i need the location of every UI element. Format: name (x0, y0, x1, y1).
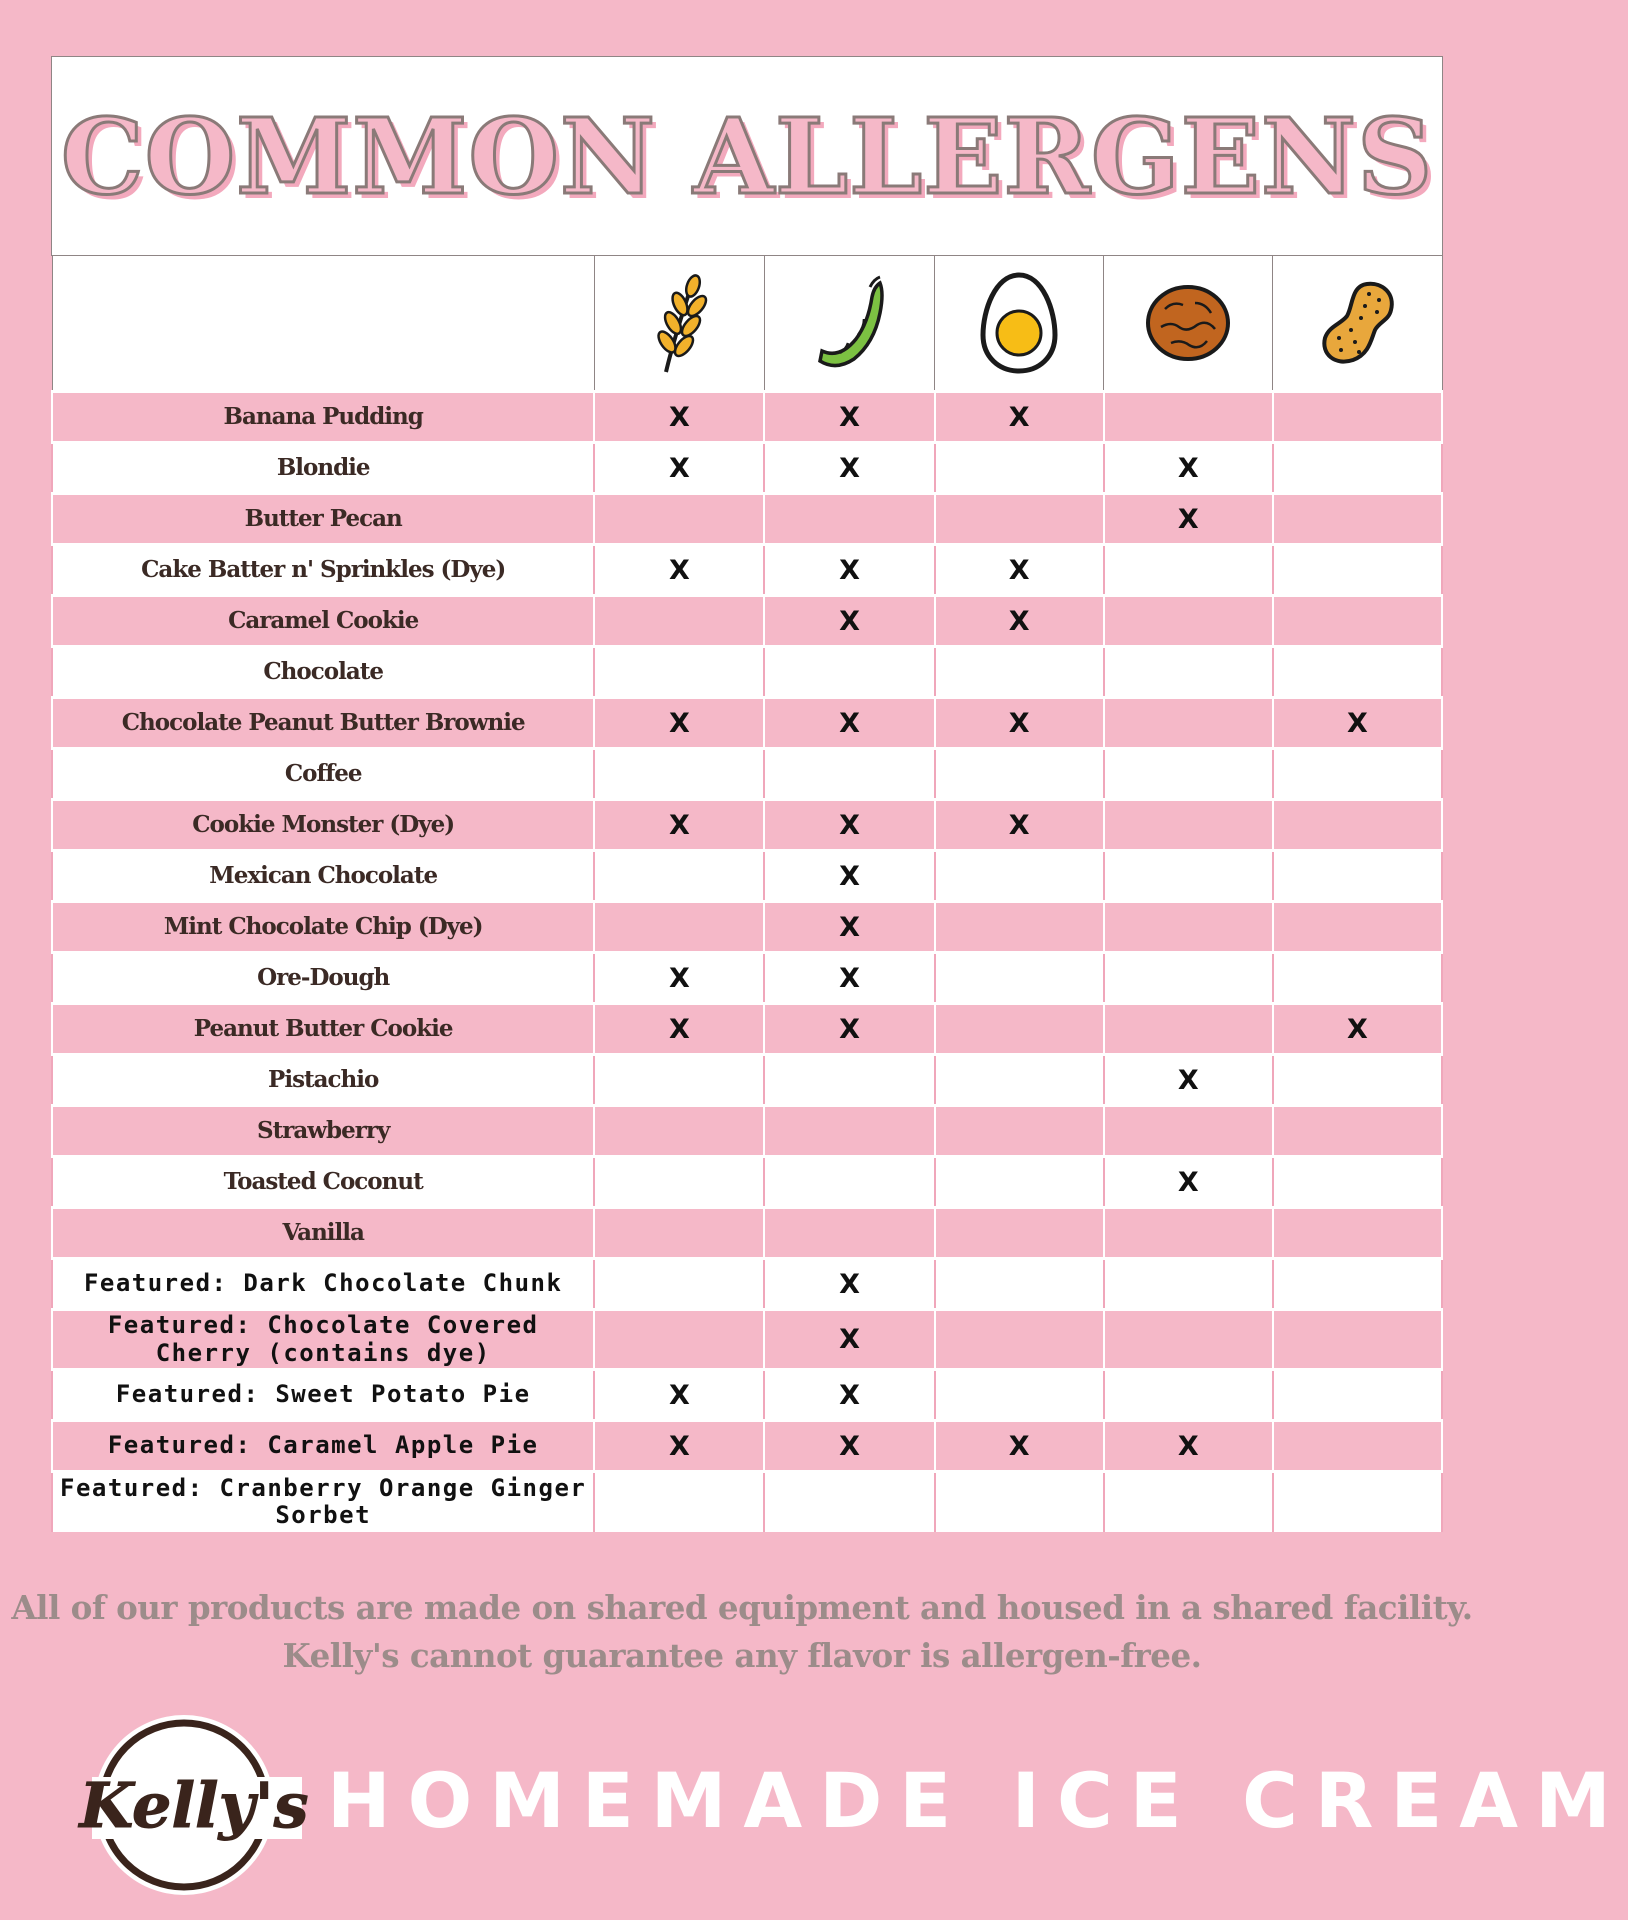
soybean-icon (810, 273, 890, 373)
egg-column-header (935, 256, 1104, 392)
flavor-name: Cookie Monster (Dye) (52, 800, 594, 851)
allergen-mark-cell: X (1273, 698, 1442, 749)
allergen-mark-cell (1104, 1370, 1273, 1421)
allergen-mark-cell (1273, 953, 1442, 1004)
allergen-mark-cell (594, 494, 764, 545)
table-row (52, 1472, 1442, 1532)
allergen-mark-cell: X (764, 851, 934, 902)
allergen-mark-cell (594, 647, 764, 698)
allergen-mark-cell (1273, 1421, 1442, 1472)
allergen-mark-cell (1104, 902, 1273, 953)
allergen-mark-cell: X (594, 545, 764, 596)
peanut-column-header (1273, 256, 1442, 392)
table-row (52, 443, 1442, 494)
table-row (52, 1370, 1442, 1421)
table-row (52, 1055, 1442, 1106)
allergen-mark-cell: X (764, 545, 934, 596)
allergen-mark-cell (1104, 647, 1273, 698)
flavor-name: Featured: Chocolate Covered Cherry (contains dye) (52, 1310, 594, 1370)
allergen-mark-cell (935, 1055, 1104, 1106)
flavor-name: Chocolate (52, 647, 594, 698)
allergen-mark-cell: X (935, 698, 1104, 749)
allergen-mark-cell (935, 1259, 1104, 1310)
allergen-mark-cell: X (764, 1421, 934, 1472)
flavor-name: Ore-Dough (52, 953, 594, 1004)
flavor-name: Banana Pudding (52, 392, 594, 443)
allergen-mark-cell (764, 1106, 934, 1157)
allergen-mark-cell (1104, 749, 1273, 800)
allergen-mark-cell (594, 596, 764, 647)
allergen-mark-cell: X (764, 1259, 934, 1310)
flavor-name: Peanut Butter Cookie (52, 1004, 594, 1055)
table-row (52, 1004, 1442, 1055)
table-row (52, 902, 1442, 953)
allergen-mark-cell: X (594, 1421, 764, 1472)
allergen-mark-cell: X (764, 392, 934, 443)
allergen-mark-cell: X (1273, 1004, 1442, 1055)
page-title: COMMON ALLERGENS (60, 94, 1434, 218)
allergen-mark-cell (1104, 800, 1273, 851)
allergen-mark-cell (1273, 851, 1442, 902)
allergen-mark-cell (1273, 596, 1442, 647)
allergen-mark-cell: X (1104, 494, 1273, 545)
allergen-mark-cell: X (594, 1004, 764, 1055)
allergen-mark-cell (1273, 1055, 1442, 1106)
allergen-mark-cell: X (764, 1004, 934, 1055)
allergen-mark-cell (1104, 1004, 1273, 1055)
allergen-mark-cell (594, 851, 764, 902)
flavor-name: Butter Pecan (52, 494, 594, 545)
allergen-mark-cell (1273, 1106, 1442, 1157)
allergen-mark-cell (1104, 1310, 1273, 1370)
allergen-mark-cell (1104, 1472, 1273, 1532)
table-row (52, 1106, 1442, 1157)
allergen-mark-cell (1273, 902, 1442, 953)
allergen-mark-cell (935, 902, 1104, 953)
allergen-mark-cell: X (935, 1421, 1104, 1472)
allergen-mark-cell (764, 1157, 934, 1208)
allergen-mark-cell (1273, 392, 1442, 443)
allergen-mark-cell: X (1104, 1421, 1273, 1472)
flavor-name: Cake Batter n' Sprinkles (Dye) (52, 545, 594, 596)
allergen-mark-cell: X (764, 698, 934, 749)
brand-footer (72, 1700, 1628, 1900)
allergen-mark-cell (1273, 1370, 1442, 1421)
allergen-mark-cell (1104, 1208, 1273, 1259)
table-row (52, 1157, 1442, 1208)
allergen-mark-cell (935, 1370, 1104, 1421)
allergen-mark-cell (935, 494, 1104, 545)
allergen-mark-cell (1104, 596, 1273, 647)
allergen-mark-cell: X (764, 1310, 934, 1370)
wheat-column-header (594, 256, 764, 392)
allergen-table (51, 256, 1443, 1532)
flavor-name: Pistachio (52, 1055, 594, 1106)
flavor-name: Blondie (52, 443, 594, 494)
table-row (52, 392, 1442, 443)
allergen-chart (51, 56, 1443, 1532)
flavor-name: Coffee (52, 749, 594, 800)
allergen-mark-cell (764, 647, 934, 698)
allergen-mark-cell (594, 1157, 764, 1208)
disclaimer-line-1: All of our products are made on shared equipment and housed in a shared facility. (11, 1588, 1473, 1627)
allergen-mark-cell: X (764, 953, 934, 1004)
allergen-mark-cell: X (935, 392, 1104, 443)
table-row (52, 1310, 1442, 1370)
table-row (52, 647, 1442, 698)
table-row (52, 1421, 1442, 1472)
allergen-mark-cell: X (1104, 1055, 1273, 1106)
allergen-mark-cell (764, 749, 934, 800)
soy-column-header (764, 256, 934, 392)
allergen-mark-cell: X (594, 698, 764, 749)
allergen-mark-cell (594, 1208, 764, 1259)
allergen-mark-cell (764, 1472, 934, 1532)
flavor-name: Caramel Cookie (52, 596, 594, 647)
allergen-mark-cell: X (594, 1370, 764, 1421)
allergen-mark-cell (1104, 1106, 1273, 1157)
allergen-mark-cell (1104, 953, 1273, 1004)
allergen-mark-cell (1273, 647, 1442, 698)
allergen-mark-cell (764, 494, 934, 545)
allergen-mark-cell: X (1104, 443, 1273, 494)
allergen-header-row (52, 256, 1442, 392)
table-row (52, 698, 1442, 749)
allergen-mark-cell (1104, 392, 1273, 443)
flavor-name: Toasted Coconut (52, 1157, 594, 1208)
allergen-mark-cell: X (764, 800, 934, 851)
allergen-mark-cell (935, 1472, 1104, 1532)
allergen-mark-cell: X (594, 443, 764, 494)
allergen-mark-cell (935, 1157, 1104, 1208)
allergen-mark-cell: X (764, 902, 934, 953)
table-row (52, 1259, 1442, 1310)
allergen-mark-cell (594, 1472, 764, 1532)
allergen-mark-cell: X (594, 953, 764, 1004)
peanut-icon (1317, 278, 1397, 368)
table-row (52, 494, 1442, 545)
allergen-mark-cell (1273, 494, 1442, 545)
wheat-icon (644, 268, 714, 378)
flavor-name: Mexican Chocolate (52, 851, 594, 902)
tree-nut-icon (1143, 281, 1233, 365)
allergen-mark-cell (935, 1004, 1104, 1055)
flavor-name: Featured: Cranberry Orange Ginger Sorbet (52, 1472, 594, 1532)
shared-facility-disclaimer (0, 1584, 1484, 1680)
allergen-mark-cell (1104, 545, 1273, 596)
allergen-mark-cell (1104, 1259, 1273, 1310)
flavor-name: Mint Chocolate Chip (Dye) (52, 902, 594, 953)
kellys-logo (72, 1705, 312, 1905)
allergen-mark-cell: X (594, 800, 764, 851)
table-row (52, 545, 1442, 596)
table-row (52, 1208, 1442, 1259)
allergen-mark-cell: X (1104, 1157, 1273, 1208)
allergen-mark-cell (935, 647, 1104, 698)
allergen-mark-cell (594, 1106, 764, 1157)
flavor-name: Featured: Dark Chocolate Chunk (52, 1259, 594, 1310)
table-row (52, 953, 1442, 1004)
allergen-mark-cell: X (935, 800, 1104, 851)
allergen-mark-cell: X (764, 1370, 934, 1421)
allergen-mark-cell (935, 851, 1104, 902)
allergen-mark-cell (594, 1310, 764, 1370)
allergen-mark-cell (1273, 1259, 1442, 1310)
allergen-mark-cell (594, 1259, 764, 1310)
allergen-mark-cell (935, 1310, 1104, 1370)
table-row (52, 596, 1442, 647)
allergen-mark-cell (1104, 698, 1273, 749)
allergen-mark-cell: X (935, 545, 1104, 596)
allergen-mark-cell (1273, 800, 1442, 851)
allergen-mark-cell (594, 902, 764, 953)
flavor-name: Vanilla (52, 1208, 594, 1259)
allergen-mark-cell (594, 749, 764, 800)
logo-wordmark: Kelly's (79, 1769, 309, 1842)
allergen-mark-cell: X (935, 596, 1104, 647)
allergen-mark-cell: X (594, 392, 764, 443)
allergen-mark-cell (764, 1208, 934, 1259)
table-row (52, 749, 1442, 800)
allergen-mark-cell (594, 1055, 764, 1106)
allergen-mark-cell (1104, 851, 1273, 902)
disclaimer-line-2: Kelly's cannot guarantee any flavor is allergen-free. (282, 1636, 1202, 1675)
allergen-mark-cell (935, 443, 1104, 494)
allergen-mark-cell (935, 1208, 1104, 1259)
table-row (52, 851, 1442, 902)
tree-nut-column-header (1104, 256, 1273, 392)
allergen-mark-cell (1273, 1472, 1442, 1532)
allergen-mark-cell (935, 953, 1104, 1004)
allergen-mark-cell: X (764, 596, 934, 647)
flavor-name: Strawberry (52, 1106, 594, 1157)
allergen-mark-cell (1273, 1157, 1442, 1208)
title-panel (51, 56, 1443, 256)
allergen-mark-cell (764, 1055, 934, 1106)
allergen-mark-cell (1273, 443, 1442, 494)
brand-tagline: HOMEMADE ICE CREAM (327, 1756, 1628, 1845)
flavor-name: Chocolate Peanut Butter Brownie (52, 698, 594, 749)
allergen-mark-cell (1273, 749, 1442, 800)
allergen-mark-cell (935, 749, 1104, 800)
allergen-mark-cell (1273, 1208, 1442, 1259)
flavor-name: Featured: Sweet Potato Pie (52, 1370, 594, 1421)
table-row (52, 800, 1442, 851)
header-blank-cell (52, 256, 594, 392)
allergen-mark-cell: X (764, 443, 934, 494)
flavor-name: Featured: Caramel Apple Pie (52, 1421, 594, 1472)
allergen-mark-cell (1273, 545, 1442, 596)
egg-icon (979, 271, 1059, 375)
allergen-mark-cell (935, 1106, 1104, 1157)
allergen-mark-cell (1273, 1310, 1442, 1370)
